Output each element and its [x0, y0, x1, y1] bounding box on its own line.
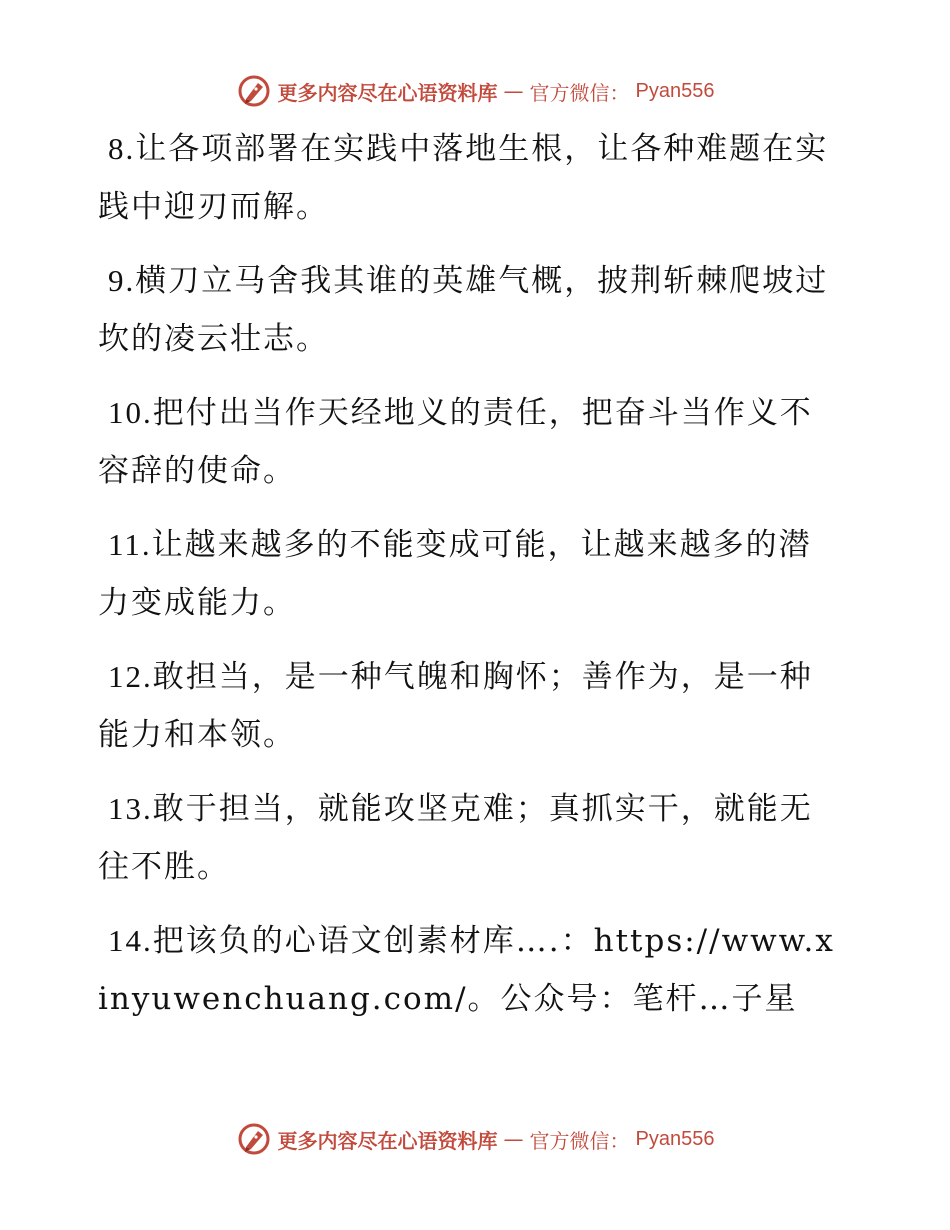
footer-wechat-label: 官方微信：: [529, 1128, 630, 1153]
item-number: 12.: [108, 659, 153, 694]
footer-wechat-id: Pyan556: [635, 1127, 715, 1150]
item-text: 敢担当，是一种气魄和胸怀；善作为，是一种能力和本领。: [98, 659, 813, 753]
item-number: 9.: [108, 263, 136, 298]
item-number: 13.: [108, 791, 153, 826]
header-wechat-label: 官方微信：: [529, 80, 630, 105]
item-number: 14.: [108, 923, 153, 958]
pen-nib-logo-icon: [236, 1121, 272, 1157]
item-text: 横刀立马舍我其谁的英雄气概，披荆斩棘爬坡过坎的凌云壮志。: [98, 263, 829, 357]
item-number: 11.: [108, 527, 152, 562]
list-item: [98, 912, 838, 1028]
item-text: 敢于担当，就能攻坚克难；真抓实干，就能无往不胜。: [98, 791, 813, 885]
pen-nib-logo-icon: [236, 73, 272, 109]
list-item: [98, 780, 838, 896]
list-item: [98, 384, 838, 500]
item-number: 10.: [108, 395, 153, 430]
header-brand-text: 更多内容尽在心语资料库: [277, 80, 498, 105]
item-text: 让各项部署在实践中落地生根，让各种难题在实践中迎刃而解。: [98, 131, 829, 225]
footer-brand-text: 更多内容尽在心语资料库: [277, 1128, 498, 1153]
page-header-watermark: [0, 67, 950, 115]
list-item: [98, 120, 838, 236]
footer-dash: —: [503, 1127, 524, 1151]
document-body: [98, 120, 838, 1044]
item-text: 让越来越多的不能变成可能，让越来越多的潜力变成能力。: [98, 527, 812, 621]
list-item: [98, 648, 838, 764]
page-footer-watermark: [0, 1115, 950, 1163]
header-dash: —: [503, 79, 524, 103]
item-number: 8.: [108, 131, 136, 166]
item-text: 把该负的心语文创素材库….：https://www.xinyuwenchuang.com/。公众号：笔杆…子星: [98, 923, 835, 1017]
list-item: [98, 516, 838, 632]
list-item: [98, 252, 838, 368]
header-wechat-id: Pyan556: [635, 79, 715, 102]
item-text: 把付出当作天经地义的责任，把奋斗当作义不容辞的使命。: [98, 395, 813, 489]
